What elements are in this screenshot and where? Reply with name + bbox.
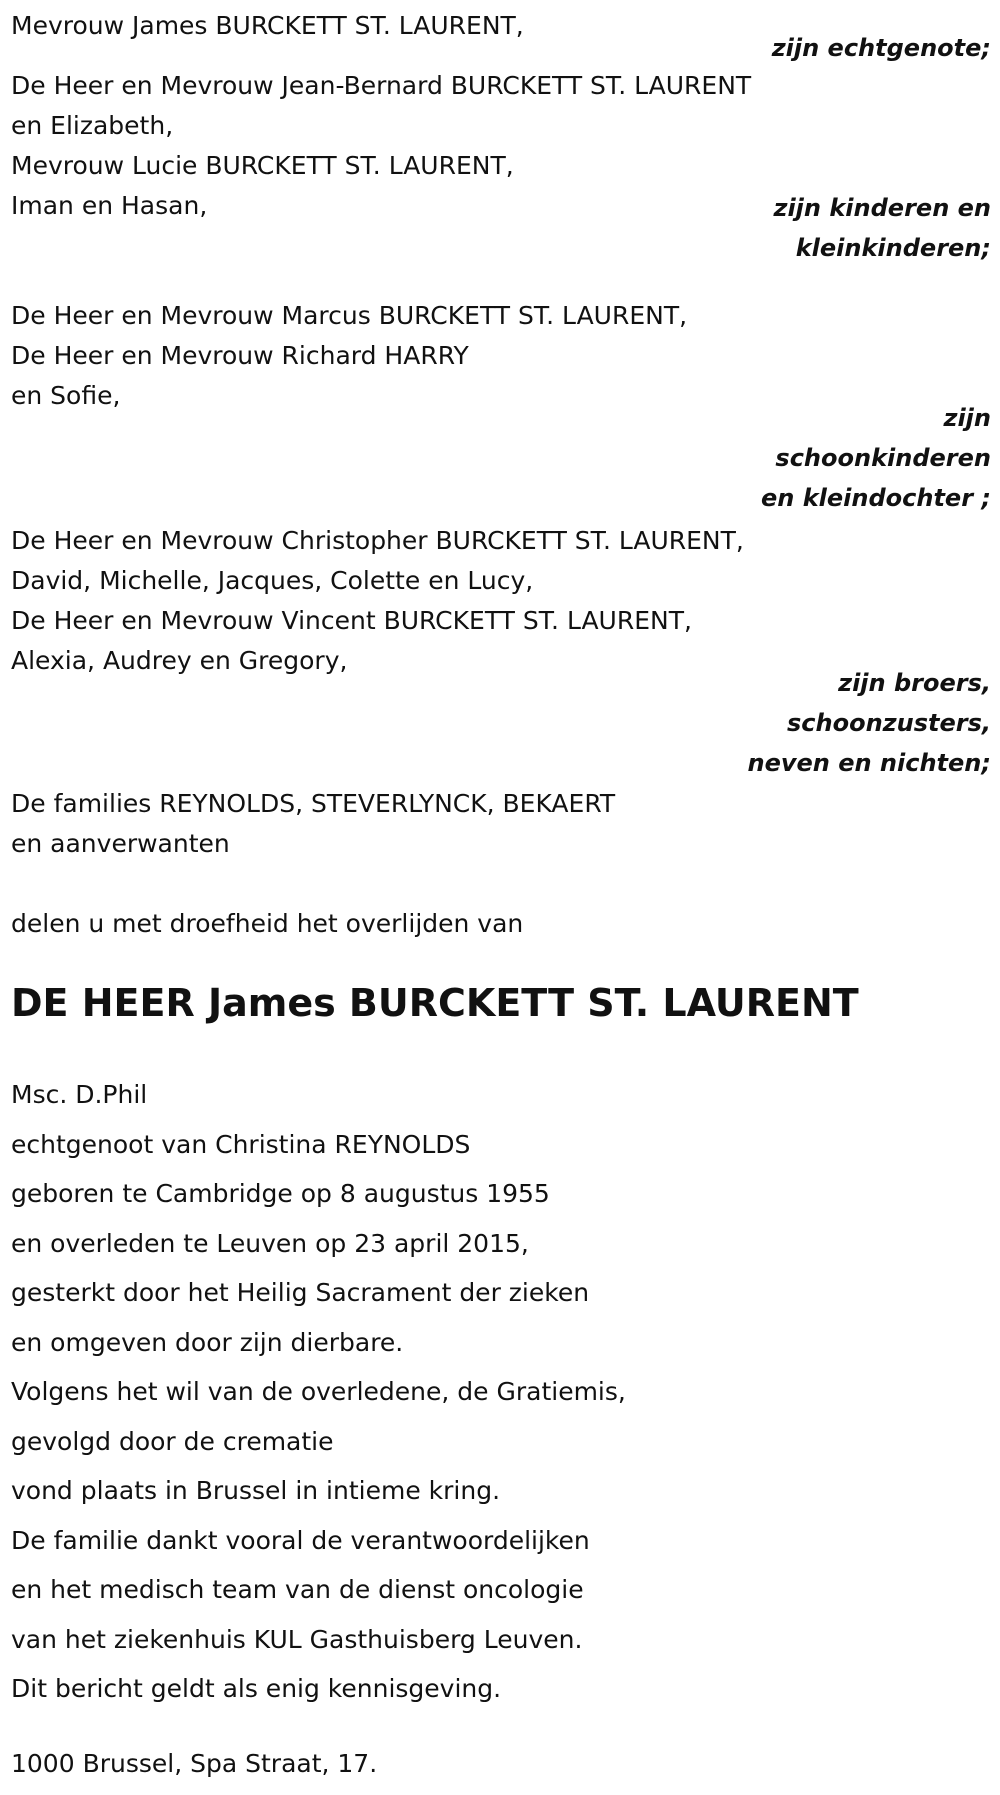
address	[11, 1744, 994, 1784]
announcement	[11, 904, 994, 944]
mourner-line: en Sofie,	[11, 381, 121, 410]
biography-block	[11, 1070, 994, 1714]
siblings-block	[11, 521, 994, 681]
role-line: schoonkinderen	[775, 444, 991, 472]
mourner-line: De families REYNOLDS, STEVERLYNCK, BEKAERT	[11, 789, 616, 818]
mourner-line: De Heer en Mevrouw Jean-Bernard BURCKETT ST. LAURENT	[11, 71, 752, 100]
announcement-text: delen u met droefheid het overlijden van	[11, 909, 524, 938]
mourner-line: en aanverwanten	[11, 829, 230, 858]
biography-line: gevolgd door de crematie	[11, 1426, 334, 1456]
siblings-role	[8, 663, 991, 783]
mourner-line: Mevrouw Lucie BURCKETT ST. LAURENT,	[11, 151, 514, 180]
in-laws-role	[8, 398, 991, 518]
biography-line: van het ziekenhuis KUL Gasthuisberg Leuven.	[11, 1624, 583, 1654]
mourner-line: De Heer en Mevrouw Christopher BURCKETT ST. LAURENT,	[11, 526, 744, 555]
role-line: zijn	[943, 404, 991, 432]
role-line: zijn echtgenote;	[771, 34, 991, 62]
biography-line: geboren te Cambridge op 8 augustus 1955	[11, 1179, 550, 1208]
biography-line: De familie dankt vooral de verantwoordelijken	[11, 1525, 590, 1555]
mourner-line: De Heer en Mevrouw Richard HARRY	[11, 341, 469, 370]
role-line: kleinkinderen;	[795, 234, 991, 262]
mourner-line: De Heer en Mevrouw Vincent BURCKETT ST. LAURENT,	[11, 606, 692, 635]
families-block	[11, 784, 994, 864]
role-line: zijn kinderen en	[773, 194, 991, 222]
mourner-line: Alexia, Audrey en Gregory,	[11, 646, 348, 675]
biography-line: Volgens het wil van de overledene, de Gratiemis,	[11, 1377, 626, 1406]
address-text: 1000 Brussel, Spa Straat, 17.	[11, 1749, 378, 1778]
biography-line: en het medisch team van de dienst oncologie	[11, 1575, 584, 1604]
biography-line: en overleden te Leuven op 23 april 2015,	[11, 1228, 529, 1258]
mourner-line: Iman en Hasan,	[11, 191, 208, 220]
role-line: en kleindochter ;	[760, 484, 991, 512]
mourner-line: en Elizabeth,	[11, 111, 174, 140]
mourner-line: De Heer en Mevrouw Marcus BURCKETT ST. LAURENT,	[11, 301, 688, 330]
mourner-line: Mevrouw James BURCKETT ST. LAURENT,	[11, 11, 524, 40]
biography-line: en omgeven door zijn dierbare.	[11, 1327, 404, 1357]
mourner-line: David, Michelle, Jacques, Colette en Lucy,	[11, 566, 534, 595]
role-line: zijn broers,	[838, 669, 991, 697]
deceased-name: DE HEER James BURCKETT ST. LAURENT	[11, 981, 859, 1025]
biography-line: Msc. D.Phil	[11, 1080, 148, 1109]
biography-line: vond plaats in Brussel in intieme kring.	[11, 1476, 501, 1505]
biography-line: gesterkt door het Heilig Sacrament der zieken	[11, 1278, 590, 1307]
role-line: schoonzusters,	[787, 709, 991, 737]
biography-line: echtgenoot van Christina REYNOLDS	[11, 1129, 471, 1159]
biography-line: Dit bericht geldt als enig kennisgeving.	[11, 1674, 502, 1703]
spouse-role	[8, 28, 991, 68]
children-role	[8, 188, 991, 268]
role-line: neven en nichten;	[747, 749, 991, 777]
